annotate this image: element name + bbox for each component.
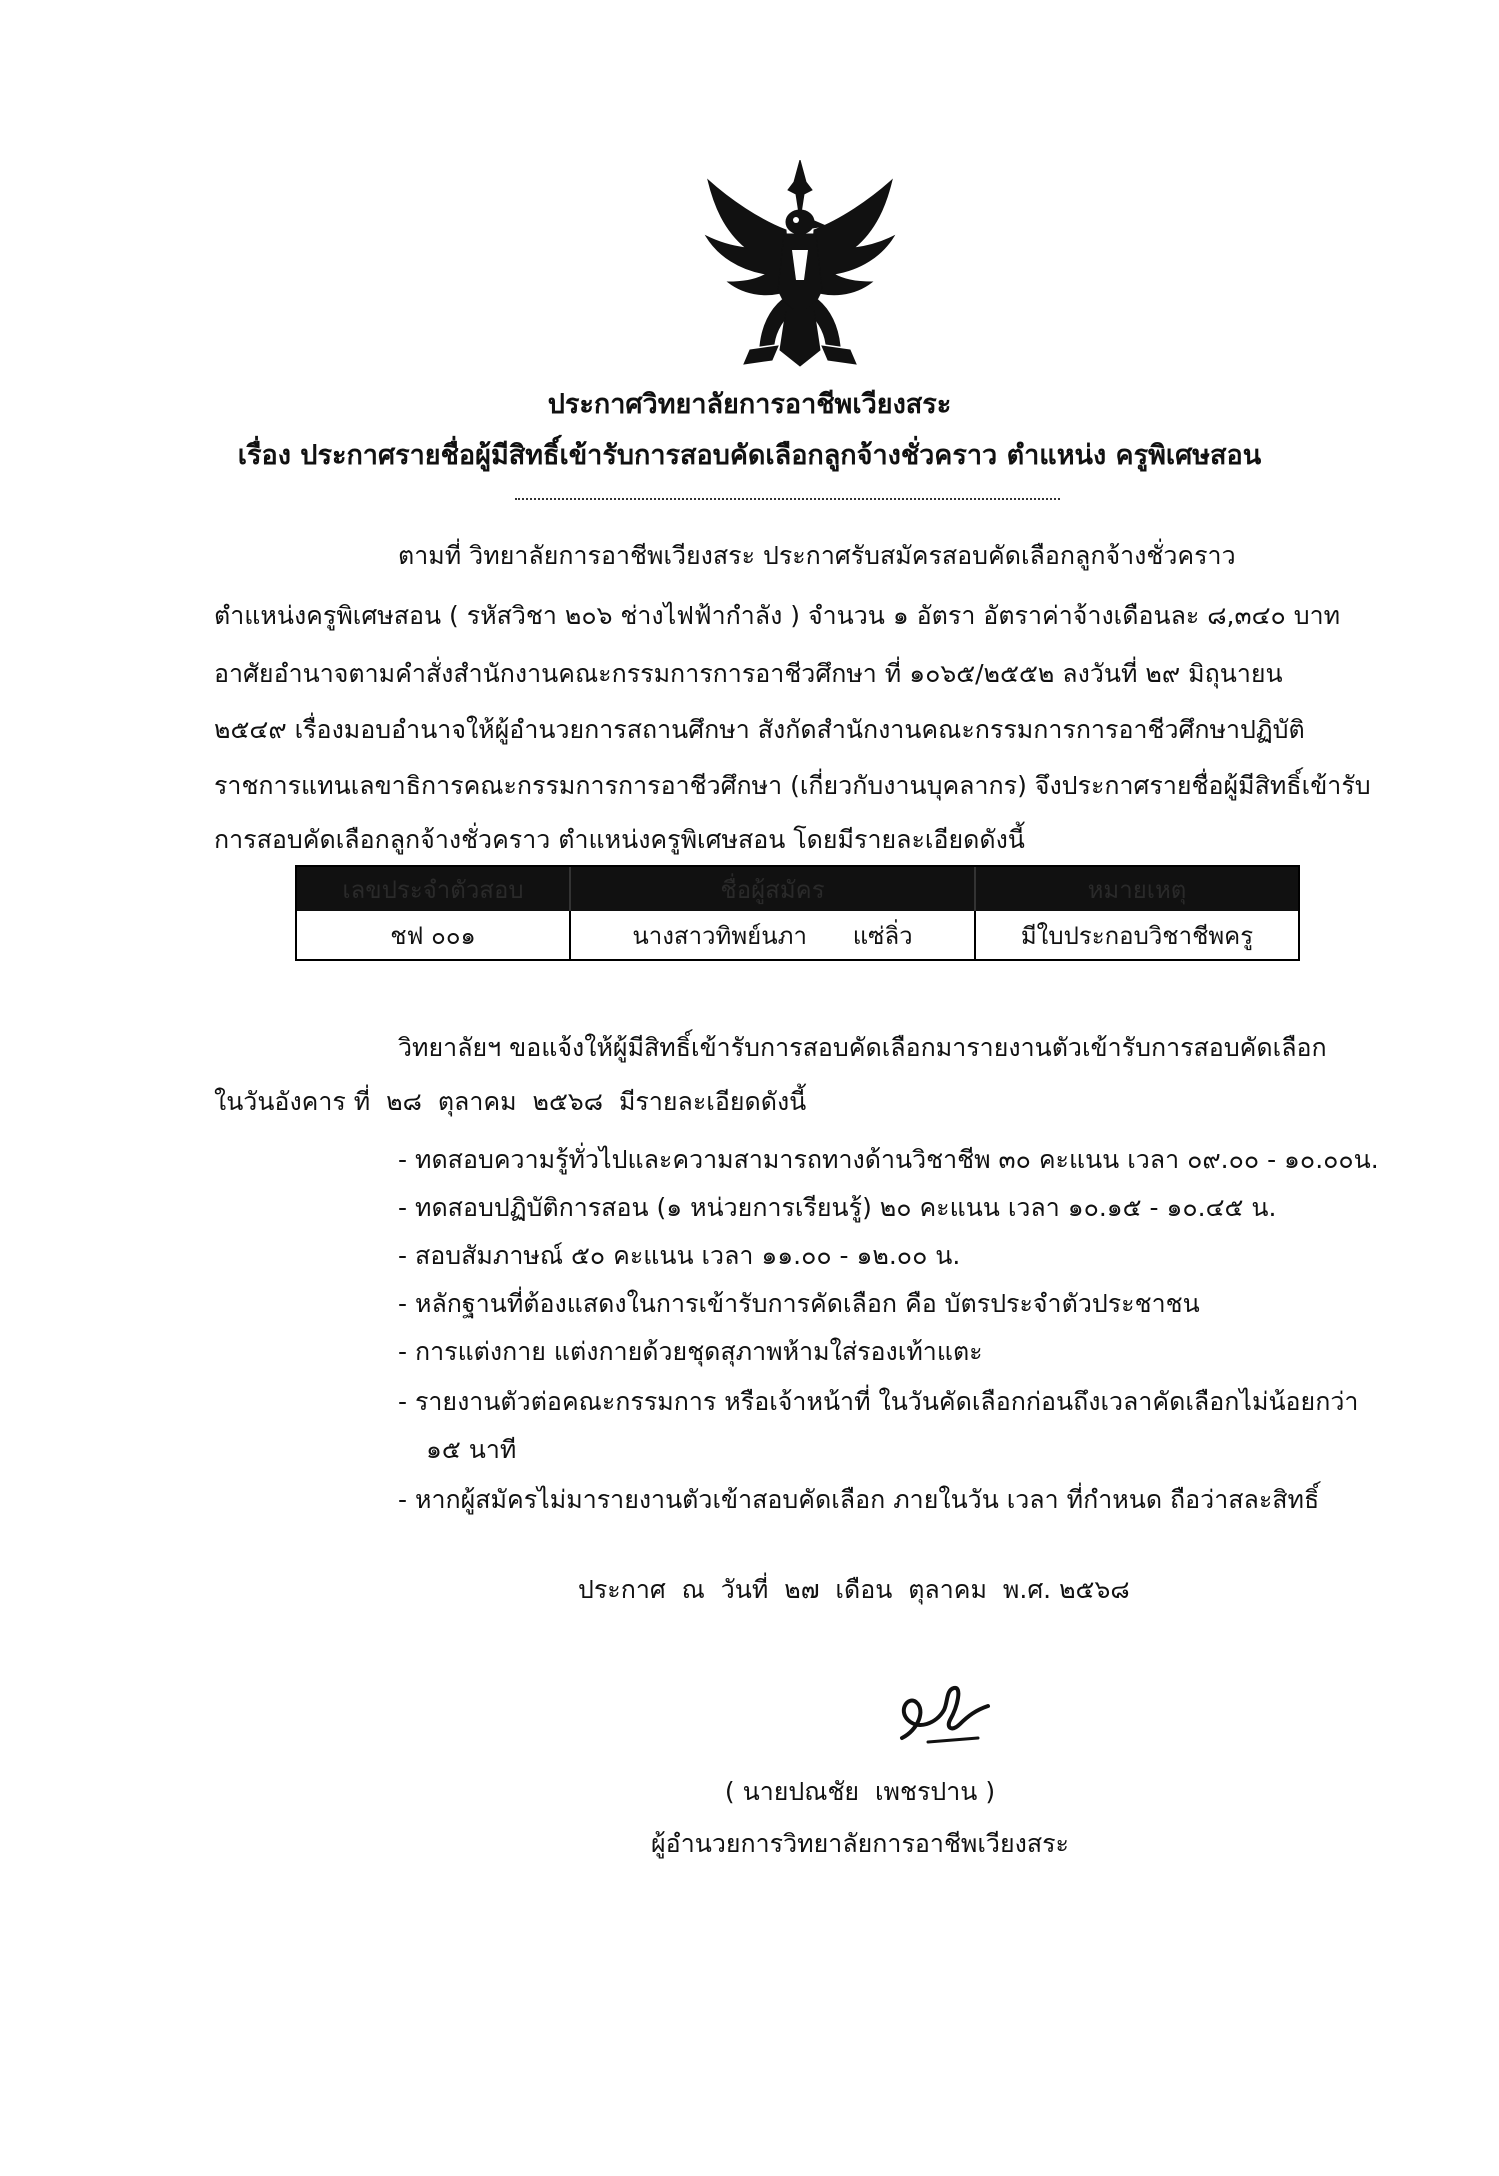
intro-line: อาศัยอำนาจตามคำสั่งสำนักงานคณะกรรมการการอาชีวศึกษา ที่ ๑๐๖๕/๒๕๕๒ ลงวันที่ ๒๙ มิถุนายน <box>214 659 1283 688</box>
list-item: - รายงานตัวต่อคณะกรรมการ หรือเจ้าหน้าที่ ในวันคัดเลือกก่อนถึงเวลาคัดเลือกไม่น้อยกว่า <box>398 1387 1359 1416</box>
announcement-date: ประกาศ ณ วันที่ ๒๗ เดือน ตุลาคม พ.ศ. ๒๕๖๘ <box>578 1575 1130 1604</box>
candidate-table <box>295 865 1300 961</box>
signer-name: ( นายปณชัย เพชรปาน ) <box>724 1777 996 1806</box>
intro-line: การสอบคัดเลือกลูกจ้างชั่วคราว ตำแหน่งครูพิเศษสอน โดยมีรายละเอียดดังนี้ <box>214 825 1025 854</box>
announcement-subject: เรื่อง ประกาศรายชื่อผู้มีสิทธิ์เข้ารับการสอบคัดเลือกลูกจ้างชั่วคราว ตำแหน่ง ครูพิเศษสอน <box>237 440 1262 471</box>
table-row <box>297 911 1298 959</box>
intro-line: ราชการแทนเลขาธิการคณะกรรมการการอาชีวศึกษา (เกี่ยวกับงานบุคลากร) จึงประกาศรายชื่อผู้มีสิทธิ์เข้ารับ <box>214 771 1371 800</box>
signature-image <box>888 1680 998 1750</box>
table-header <box>297 867 1298 911</box>
signer-position: ผู้อำนวยการวิทยาลัยการอาชีพเวียงสระ <box>651 1829 1069 1858</box>
list-item: - หากผู้สมัครไม่มารายงานตัวเข้าสอบคัดเลือก ภายในวัน เวลา ที่กำหนด ถือว่าสละสิทธิ์ <box>398 1485 1320 1514</box>
cell-remarks: มีใบประกอบวิชาชีพครู <box>974 911 1298 959</box>
list-item: - ทดสอบความรู้ทั่วไปและความสามารถทางด้านวิชาชีพ ๓๐ คะแนน เวลา ๐๙.๐๐ - ๑๐.๐๐น. <box>398 1145 1379 1174</box>
list-item: - สอบสัมภาษณ์ ๕๐ คะแนน เวลา ๑๑.๐๐ - ๑๒.๐๐ น. <box>398 1241 961 1270</box>
notice-line: วิทยาลัยฯ ขอแจ้งให้ผู้มีสิทธิ์เข้ารับการสอบคัดเลือกมารายงานตัวเข้ารับการสอบคัดเลือก <box>398 1033 1327 1062</box>
list-item: - การแต่งกาย แต่งกายด้วยชุดสุภาพห้ามใส่รองเท้าแตะ <box>398 1337 983 1366</box>
dotted-divider <box>515 498 1060 500</box>
header-exam-id: เลขประจำตัวสอบ <box>342 875 524 904</box>
list-item: - หลักฐานที่ต้องแสดงในการเข้ารับการคัดเลือก คือ บัตรประจำตัวประชาชน <box>398 1289 1200 1318</box>
header-remarks: หมายเหตุ <box>974 867 1298 911</box>
garuda-emblem-icon <box>700 160 900 370</box>
list-item: - ทดสอบปฏิบัติการสอน (๑ หน่วยการเรียนรู้) ๒๐ คะแนน เวลา ๑๐.๑๕ - ๑๐.๔๕ น. <box>398 1193 1277 1222</box>
intro-line: ตามที่ วิทยาลัยการอาชีพเวียงสระ ประกาศรับสมัครสอบคัดเลือกลูกจ้างชั่วคราว <box>398 541 1236 570</box>
intro-line: ตำแหน่งครูพิเศษสอน ( รหัสวิชา ๒๐๖ ช่างไฟฟ้ากำลัง ) จำนวน ๑ อัตรา อัตราค่าจ้างเดือนละ ๘,๓๔๐ บาท <box>214 601 1341 630</box>
intro-line: ๒๕๔๙ เรื่องมอบอำนาจให้ผู้อำนวยการสถานศึกษา สังกัดสำนักงานคณะกรรมการการอาชีวศึกษาปฏิบัติ <box>214 715 1305 744</box>
notice-date-line: ในวันอังคาร ที่ ๒๘ ตุลาคม ๒๕๖๘ มีรายละเอียดดังนี้ <box>214 1087 807 1116</box>
list-item-continuation: ๑๕ นาที <box>426 1435 517 1464</box>
announcement-title: ประกาศวิทยาลัยการอาชีพเวียงสระ <box>547 389 952 420</box>
header-candidate-name: ชื่อผู้สมัคร <box>569 867 974 911</box>
cell-exam-id: ชฟ ๐๐๑ <box>390 921 476 950</box>
cell-candidate-name: นางสาวทิพย์นภา แซ่ลิ่ว <box>569 911 974 959</box>
